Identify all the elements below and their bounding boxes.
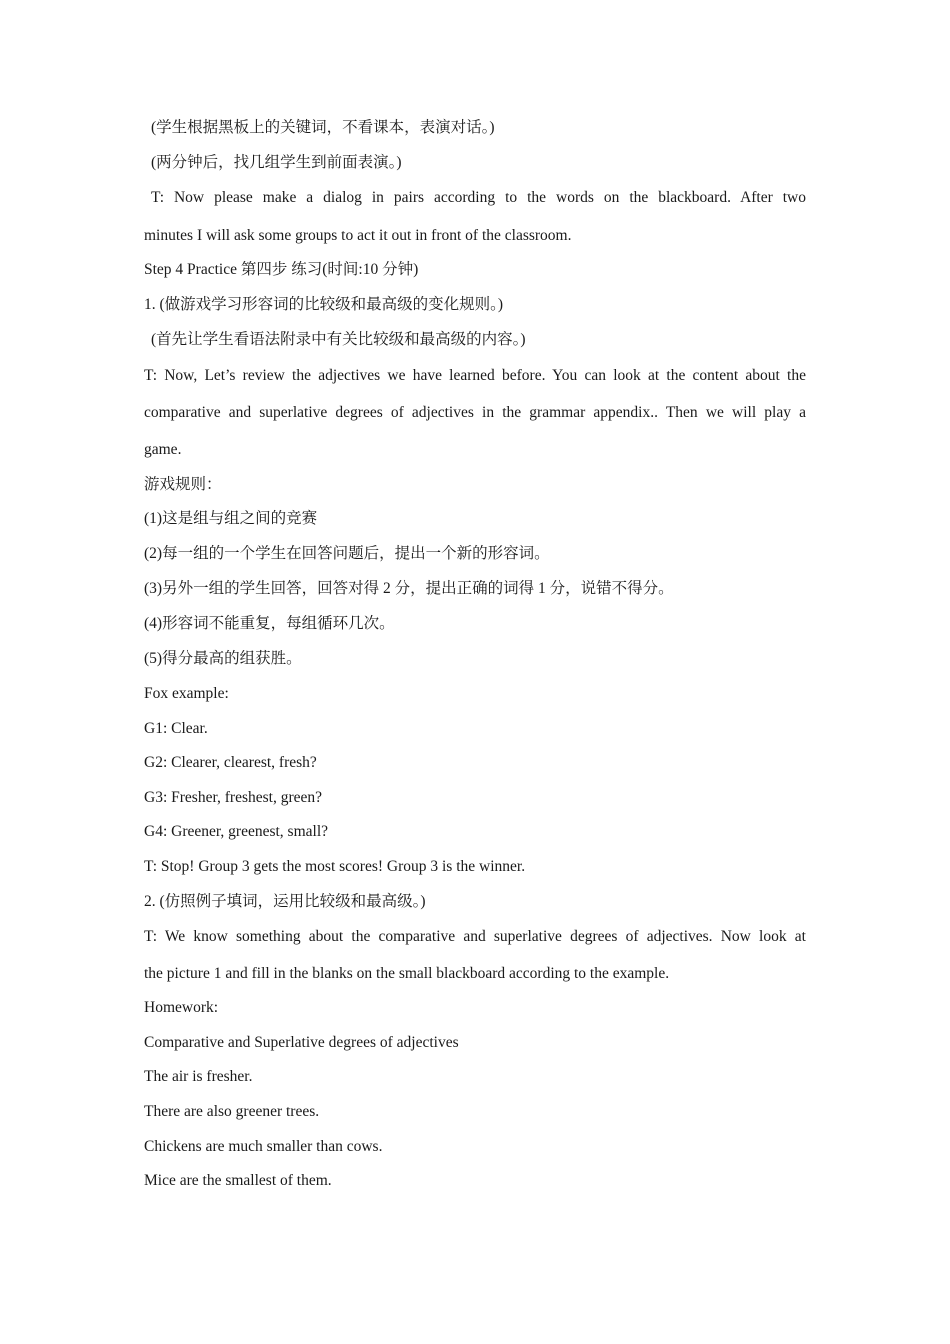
homework-line-1: The air is fresher.	[144, 1068, 253, 1085]
text-line-teacher-review: T: Now, Let’s review the adjectives we have learned before. You can look at the content about the	[144, 367, 806, 384]
text-line-instruction-perform: (两分钟后，找几组学生到前面表演。)	[151, 154, 402, 171]
rule-item-3: (3)另外一组的学生回答，回答对得 2 分，提出正确的词得 1 分，说错不得分。	[144, 580, 674, 597]
homework-heading: Homework:	[144, 999, 219, 1016]
rules-heading: 游戏规则：	[144, 476, 222, 493]
text-line-instruction-act: (学生根据黑板上的关键词，不看课本，表演对话。)	[151, 119, 495, 136]
text-line-teacher-dialog-cont: minutes I will ask some groups to act it out in front of the classroom.	[144, 227, 572, 244]
example-line-teacher: T: Stop! Group 3 gets the most scores! Group 3 is the winner.	[144, 858, 526, 875]
example-line-g4: G4: Greener, greenest, small?	[144, 823, 329, 840]
rule-item-4: (4)形容词不能重复，每组循环几次。	[144, 615, 395, 632]
section-heading-step4: Step 4 Practice 第四步 练习(时间:10 分钟)	[144, 261, 419, 278]
homework-line-4: Mice are the smallest of them.	[144, 1172, 332, 1189]
rule-item-5: (5)得分最高的组获胜。	[144, 650, 302, 667]
text-line-teacher-review-end: game.	[144, 441, 182, 458]
example-heading: Fox example:	[144, 685, 229, 702]
list-item-game: 1. (做游戏学习形容词的比较级和最高级的变化规则。)	[144, 296, 504, 313]
example-line-g3: G3: Fresher, freshest, green?	[144, 789, 322, 806]
rule-item-1: (1)这是组与组之间的竞赛	[144, 510, 318, 527]
example-line-g1: G1: Clear.	[144, 720, 208, 737]
text-line-teacher-picture: T: We know something about the comparative and superlative degrees of adjectives. Now look at	[144, 928, 806, 945]
example-line-g2: G2: Clearer, clearest, fresh?	[144, 754, 317, 771]
homework-line-3: Chickens are much smaller than cows.	[144, 1138, 383, 1155]
list-item-fill-blanks: 2. (仿照例子填词，运用比较级和最高级。)	[144, 893, 426, 910]
text-line-instruction-appendix: (首先让学生看语法附录中有关比较级和最高级的内容。)	[151, 331, 526, 348]
text-line-teacher-dialog: T: Now please make a dialog in pairs according to the words on the blackboard. After two	[151, 189, 806, 206]
homework-title: Comparative and Superlative degrees of adjectives	[144, 1034, 459, 1051]
text-line-teacher-review-cont: comparative and superlative degrees of adjectives in the grammar appendix.. Then we will play a	[144, 404, 806, 421]
rule-item-2: (2)每一组的一个学生在回答问题后，提出一个新的形容词。	[144, 545, 550, 562]
homework-line-2: There are also greener trees.	[144, 1103, 320, 1120]
text-line-teacher-picture-cont: the picture 1 and fill in the blanks on the small blackboard according to the example.	[144, 965, 670, 982]
